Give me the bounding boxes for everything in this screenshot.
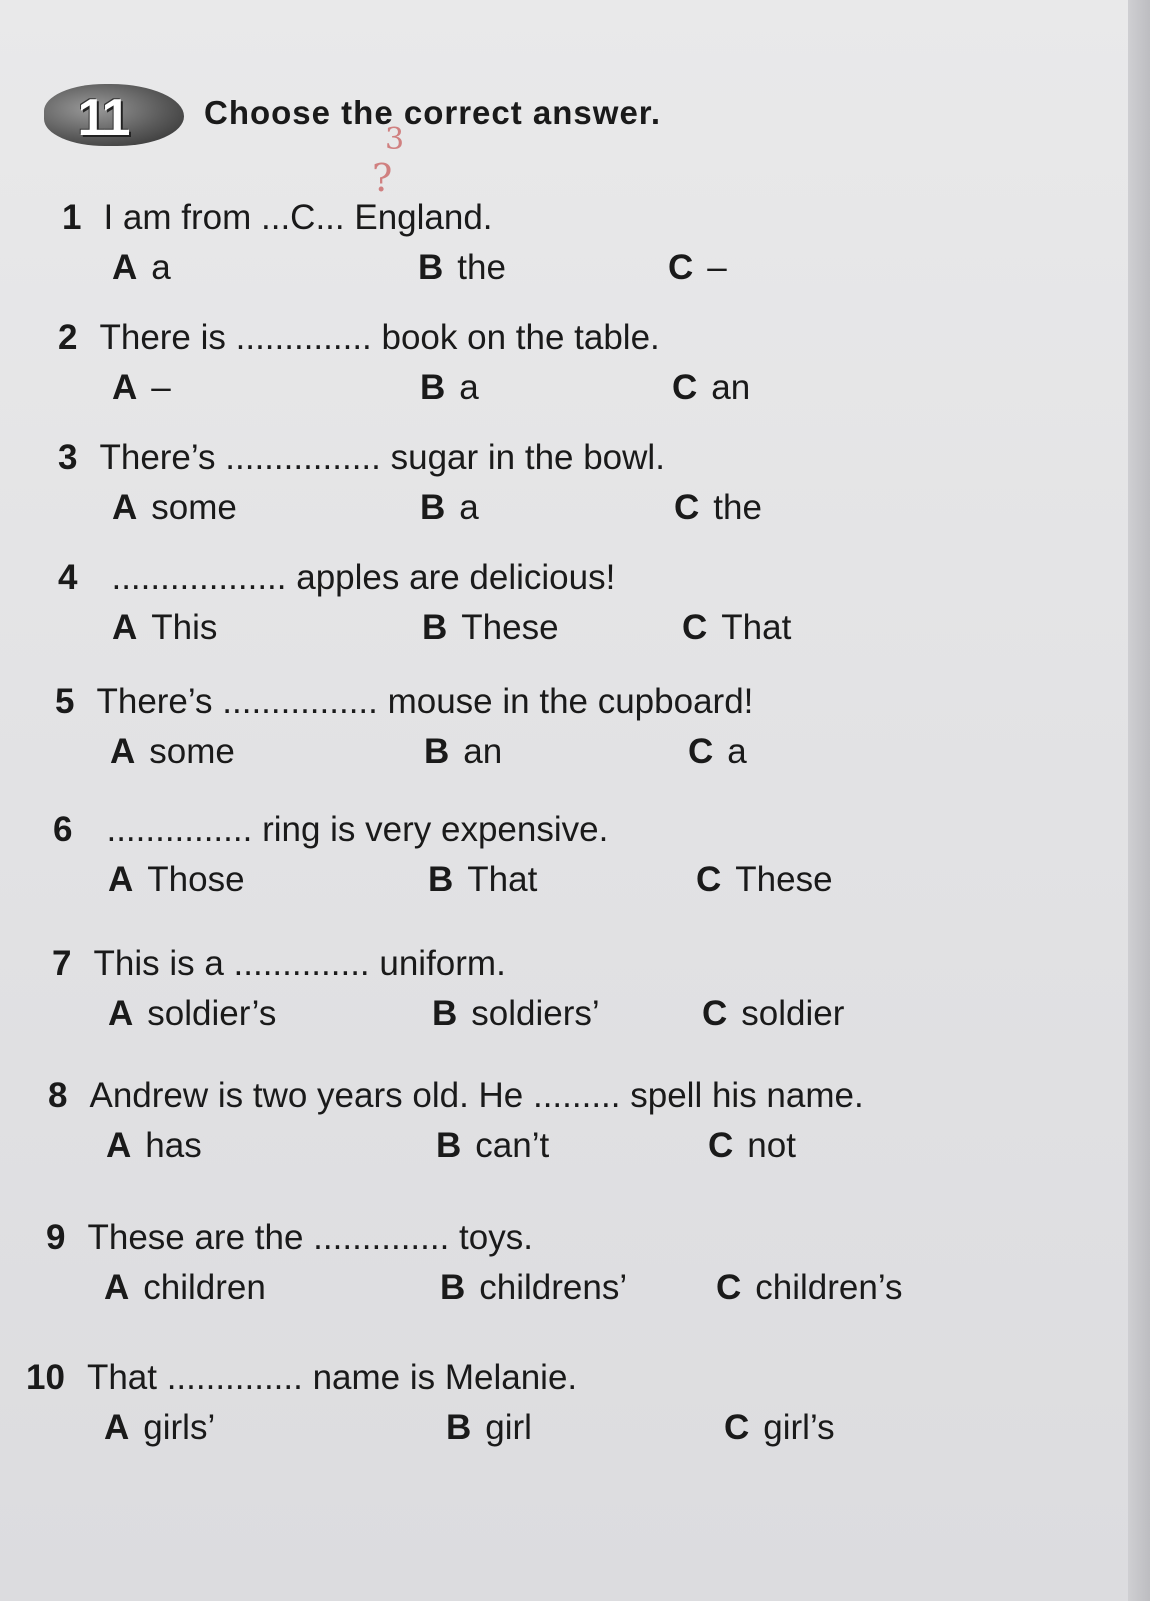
option-c[interactable]: C soldier [702, 994, 845, 1033]
question-7 [0, 944, 1100, 1042]
option-a[interactable]: A has [106, 1126, 202, 1165]
option-c[interactable]: C not [708, 1126, 796, 1165]
option-a[interactable]: A some [112, 488, 237, 527]
options-row [0, 1126, 1100, 1174]
option-b[interactable]: B can’t [436, 1126, 550, 1165]
question-10 [0, 1358, 1100, 1456]
answer-blank[interactable]: .............. [313, 1218, 450, 1257]
question-text: 7 This is a .............. uniform. [52, 944, 506, 983]
options-row [0, 1268, 1100, 1316]
option-c[interactable]: C That [682, 608, 792, 647]
option-a[interactable]: A children [104, 1268, 266, 1307]
options-row [0, 1408, 1100, 1456]
option-c[interactable]: C These [696, 860, 833, 899]
option-a[interactable]: A This [112, 608, 218, 647]
option-c[interactable]: C an [672, 368, 751, 407]
question-9 [0, 1218, 1100, 1316]
option-b[interactable]: B an [424, 732, 503, 771]
answer-blank[interactable]: .................. [111, 558, 287, 597]
question-6 [0, 810, 1100, 908]
answer-blank[interactable]: .............. [233, 944, 370, 983]
exercise-title: Choose the correct answer. [204, 94, 661, 131]
option-a[interactable]: A Those [108, 860, 245, 899]
option-c[interactable]: C the [674, 488, 762, 527]
answer-blank[interactable]: .............. [235, 318, 372, 357]
question-text: 1 I am from ...C... England. [62, 198, 493, 237]
answer-blank[interactable]: ................ [222, 682, 378, 721]
question-5 [0, 682, 1100, 780]
options-row [0, 248, 1100, 296]
answer-blank[interactable]: ...C... [261, 198, 345, 237]
question-8 [0, 1076, 1100, 1174]
options-row [0, 608, 1100, 656]
answer-blank[interactable]: ............... [106, 810, 253, 849]
question-4 [0, 558, 1100, 656]
option-b[interactable]: B a [420, 368, 479, 407]
question-2 [0, 318, 1100, 416]
option-b[interactable]: B childrens’ [440, 1268, 628, 1307]
option-b[interactable]: B soldiers’ [432, 994, 600, 1033]
options-row [0, 994, 1100, 1042]
pencil-mark-question: ? [372, 156, 393, 200]
options-row [0, 368, 1100, 416]
options-row [0, 860, 1100, 908]
page-edge [1128, 0, 1150, 1601]
question-3 [0, 438, 1100, 536]
option-c[interactable]: C – [668, 248, 727, 287]
option-b[interactable]: B the [418, 248, 506, 287]
question-text: 10 That .............. name is Melanie. [26, 1358, 578, 1397]
option-a[interactable]: A soldier’s [108, 994, 277, 1033]
exercise-header [44, 78, 944, 148]
question-text: 8 Andrew is two years old. He ......... spell his name. [48, 1076, 864, 1115]
question-text: 5 There’s ................ mouse in the cupboard! [55, 682, 754, 721]
exercise-badge [44, 84, 184, 146]
question-1 [0, 198, 1100, 296]
question-text: 3 There’s ................ sugar in the bowl. [58, 438, 665, 477]
answer-blank[interactable]: ......... [532, 1076, 621, 1115]
option-a[interactable]: A – [112, 368, 171, 407]
question-text: 6 ............... ring is very expensive. [53, 810, 609, 849]
answer-blank[interactable]: ................ [225, 438, 381, 477]
option-b[interactable]: B That [428, 860, 538, 899]
option-c[interactable]: C girl’s [724, 1408, 835, 1447]
pencil-mark-3: 3 [385, 122, 405, 157]
option-a[interactable]: A some [110, 732, 235, 771]
options-row [0, 732, 1100, 780]
option-c[interactable]: C a [688, 732, 747, 771]
option-b[interactable]: B a [420, 488, 479, 527]
answer-blank[interactable]: .............. [166, 1358, 303, 1397]
options-row [0, 488, 1100, 536]
question-text: 4 .................. apples are delicious! [58, 558, 616, 597]
exercise-number: 11 [77, 89, 129, 147]
option-b[interactable]: B These [422, 608, 559, 647]
question-text: 2 There is .............. book on the table. [58, 318, 660, 357]
option-b[interactable]: B girl [446, 1408, 532, 1447]
option-c[interactable]: C children’s [716, 1268, 903, 1307]
question-text: 9 These are the .............. toys. [46, 1218, 533, 1257]
option-a[interactable]: A a [112, 248, 171, 287]
option-a[interactable]: A girls’ [104, 1408, 216, 1447]
